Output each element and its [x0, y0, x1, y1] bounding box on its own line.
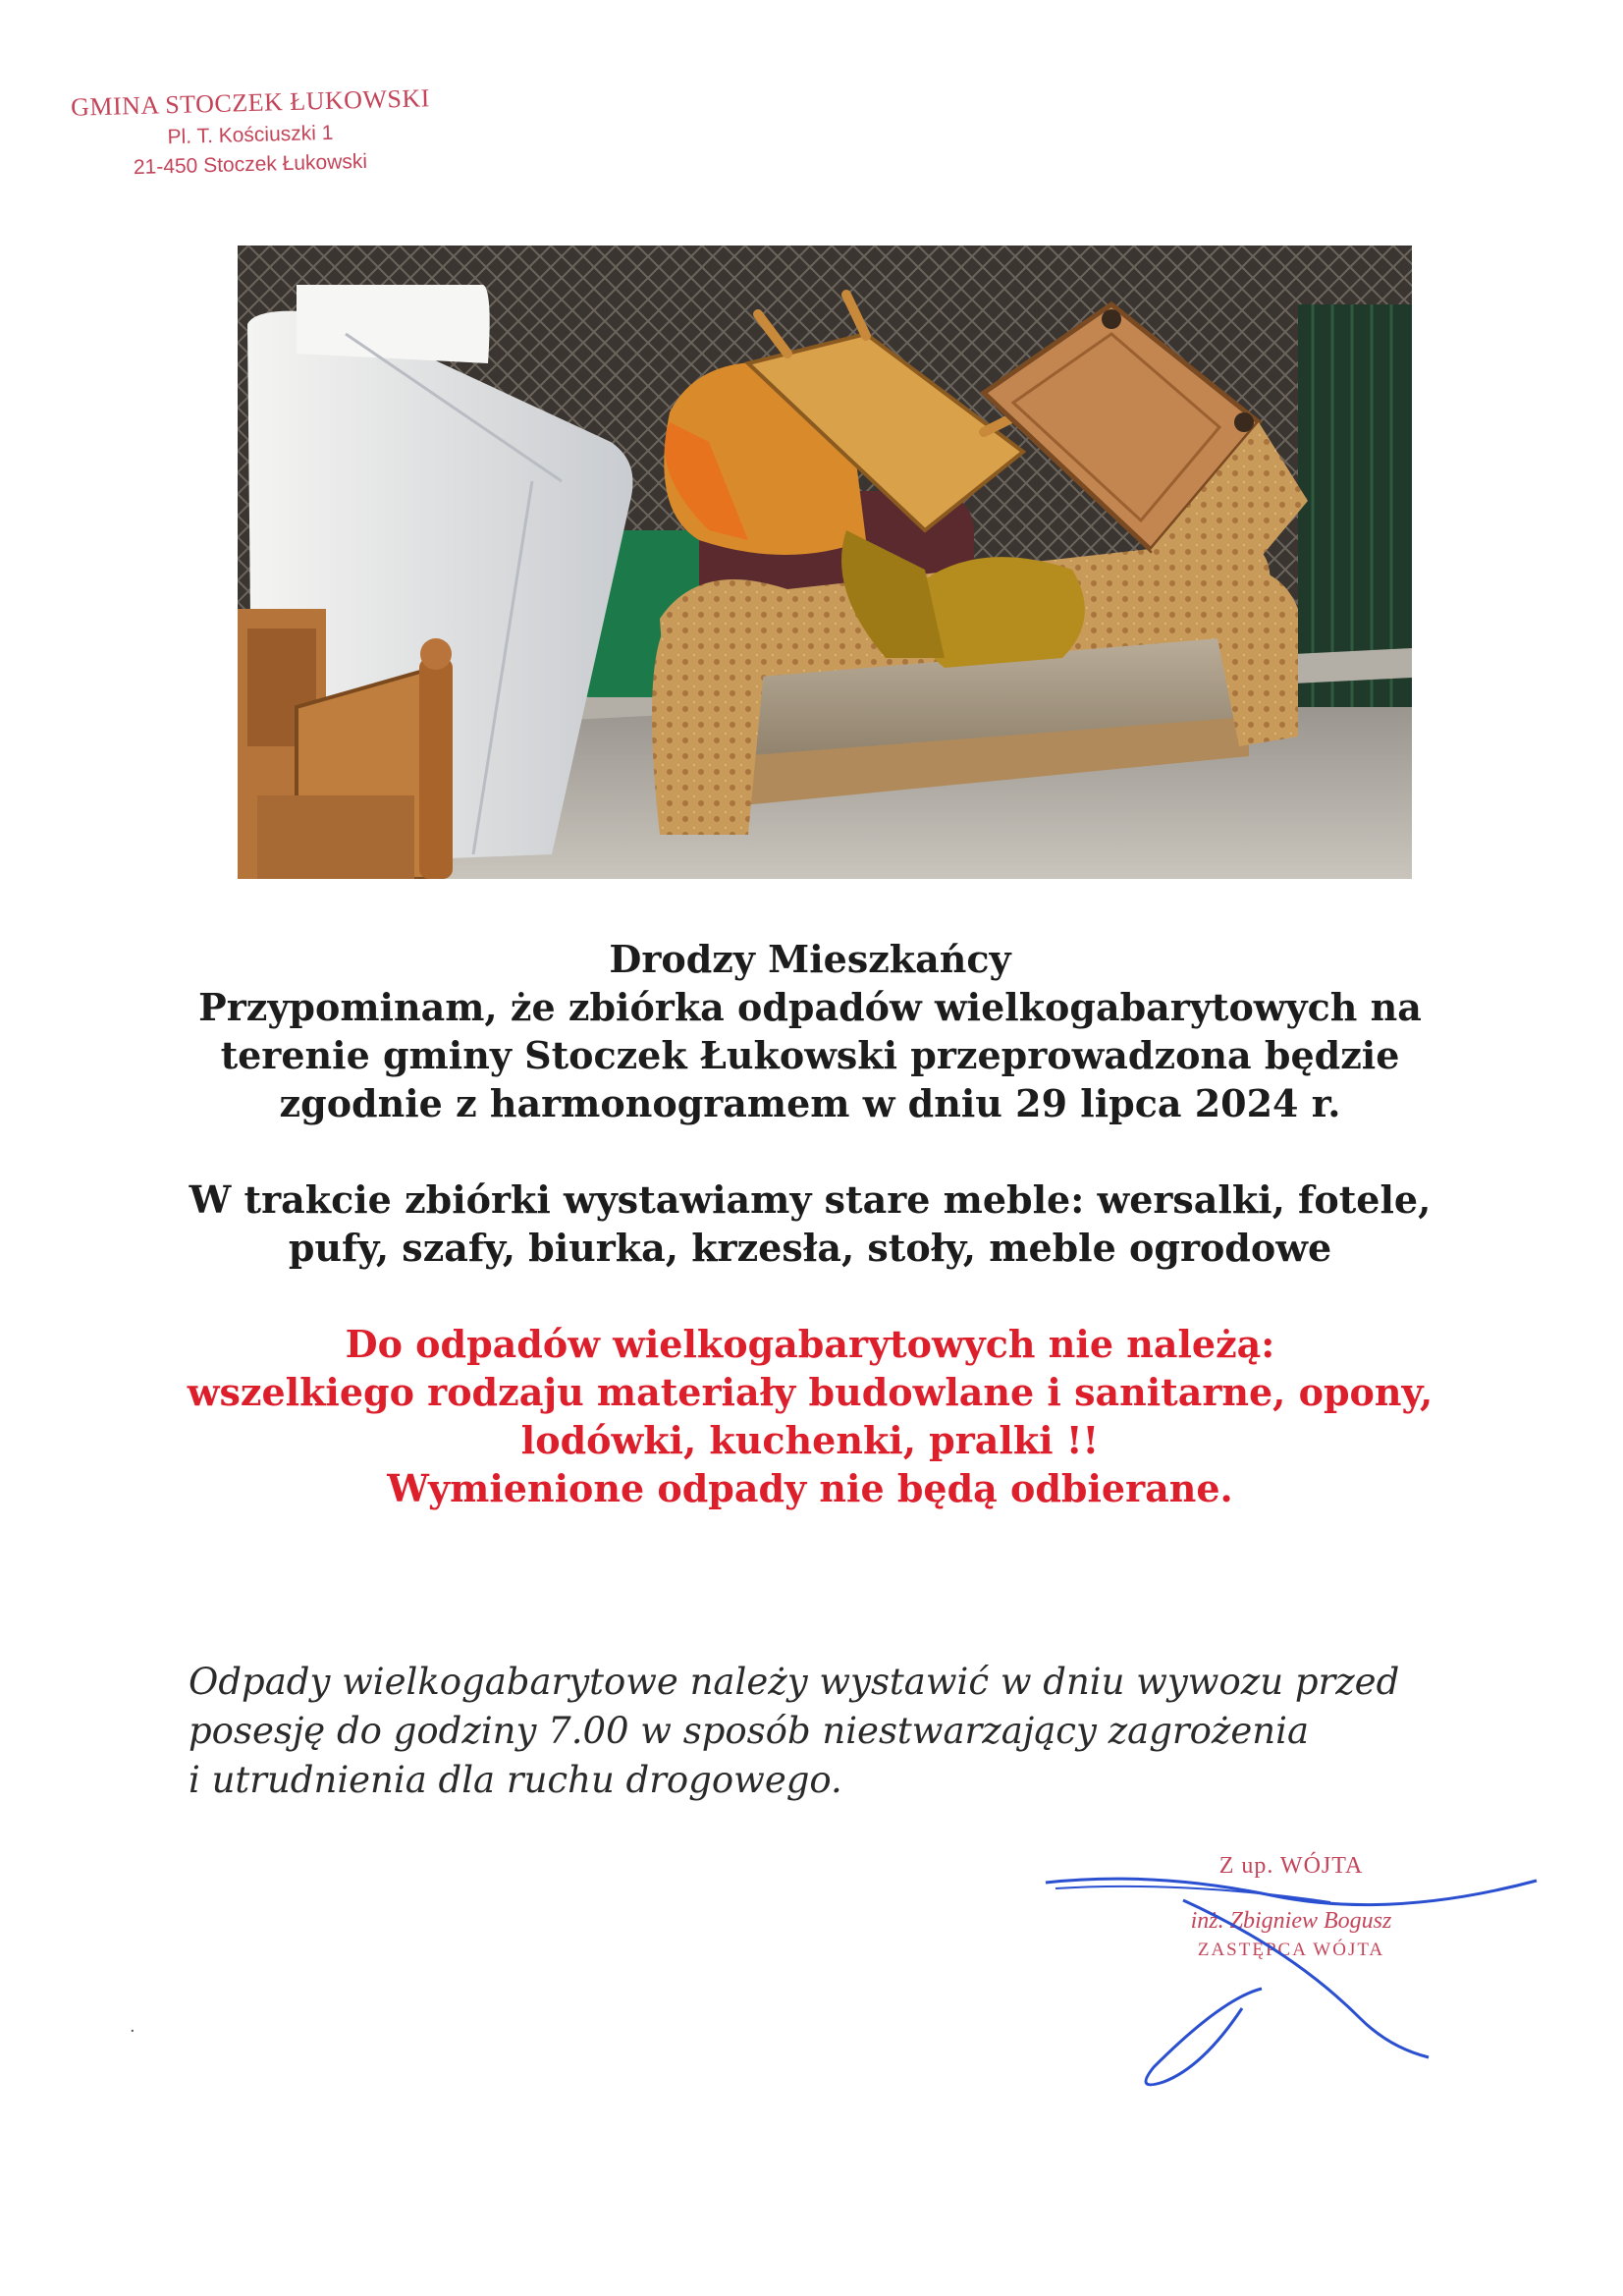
bulky-waste-furniture-photo — [238, 246, 1412, 879]
signature-role: ZASTĘPCA WÓJTA — [1197, 1940, 1385, 1960]
instruction-line-2: posesję do godziny 7.00 w sposób niestwarzający zagrożenia — [189, 1710, 1310, 1752]
main-announcement — [137, 935, 1483, 1512]
spacer — [137, 1272, 1483, 1320]
instruction-line-1: Odpady wielkogabarytowe należy wystawić w dniu wywozu przed — [189, 1661, 1400, 1703]
signature-signer: inż. Zbigniew Bogusz — [1190, 1908, 1392, 1934]
warning-line-2: wszelkiego rodzaju materiały budowlane i sanitarne, opony, — [187, 1370, 1434, 1414]
organization-name: GMINA STOCZEK ŁUKOWSKI — [70, 83, 431, 122]
street-address: Pl. T. Kościuszki 1 — [167, 121, 334, 149]
city-address: 21-450 Stoczek Łukowski — [133, 149, 368, 180]
spacer — [137, 1127, 1483, 1175]
signature-authority: Z up. WÓJTA — [1218, 1853, 1364, 1879]
address-stamp — [59, 83, 442, 180]
warning-line-3: lodówki, kuchenki, pralki !! — [520, 1418, 1100, 1462]
reminder-line-1: Przypominam, że zbiórka odpadów wielkogabarytowych na — [198, 985, 1422, 1029]
scan-dot: · — [130, 2021, 135, 2042]
warning-line-4: Wymienione odpady nie będą odbierane. — [387, 1466, 1233, 1510]
handwritten-signature-icon — [1036, 1841, 1546, 2097]
instruction-block — [189, 1658, 1453, 1805]
instruction-line-3: i utrudnienia dla ruchu drogowego. — [189, 1759, 842, 1801]
items-line-1: W trakcie zbiórki wystawiamy stare meble: wersalki, fotele, — [189, 1177, 1432, 1222]
signature-stamp — [1036, 1841, 1546, 2097]
warning-line-1: Do odpadów wielkogabarytowych nie należą: — [345, 1322, 1275, 1366]
reminder-line-2: terenie gminy Stoczek Łukowski przeprowadzona będzie — [220, 1033, 1400, 1077]
warning-block — [137, 1320, 1483, 1512]
greeting: Drodzy Mieszkańcy — [609, 937, 1011, 981]
reminder-line-3: zgodnie z harmonogramem w dniu 29 lipca 2024 r. — [279, 1081, 1341, 1125]
items-line-2: pufy, szafy, biurka, krzesła, stoły, meble ogrodowe — [288, 1226, 1332, 1270]
